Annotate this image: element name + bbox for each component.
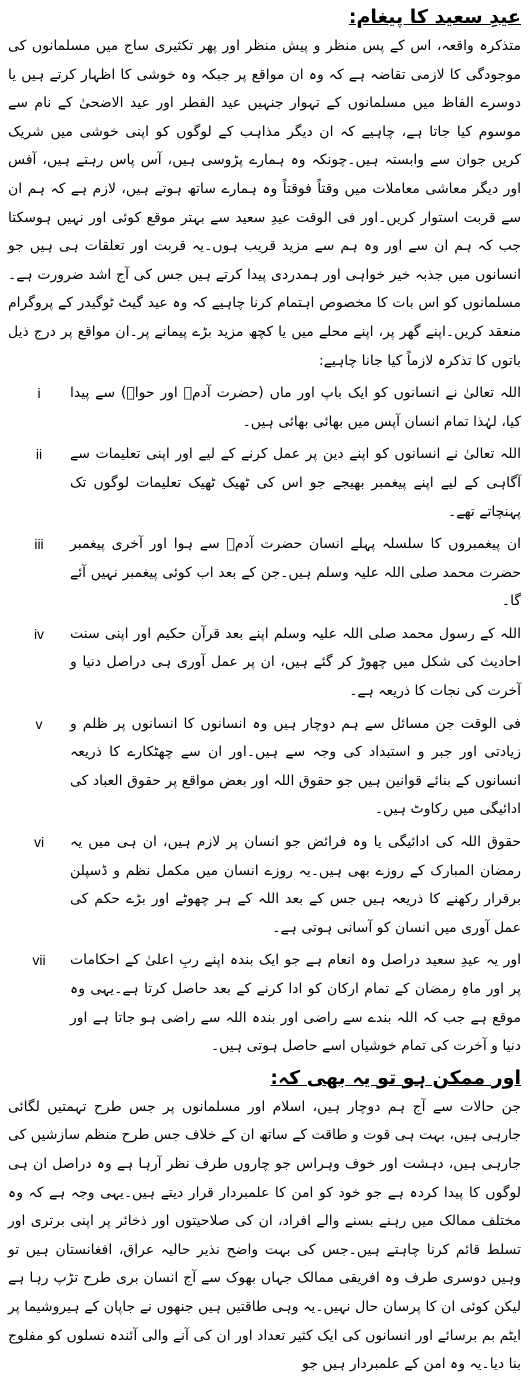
list-item-vi — [8, 828, 521, 942]
list-item-text: اللہ تعالیٰ نے انسانوں کو اپنے دین پر عمل کرنے کے لیے اور اپنی تعلیمات سے آگاہی کے لیے اپنے پیغمبر بھیجے جو اس کی ٹھیک ٹھیک تعلیمات لوگوں تک پہنچاتے تھے۔ — [70, 446, 521, 520]
list-item-text: فی الوقت جن مسائل سے ہم دوچار ہیں وہ انسانوں کا انسانوں پر ظلم و زیادتی اور جبر و استبداد کی وجہ سے ہیں۔اور ان سے چھٹکارے کا ذریعہ انسانوں کے بنائے قوانین ہیں جو حقوق اللہ اور بعض مواقع پر حقوق العباد کی ادائیگی میں رکاوٹ ہیں۔ — [70, 715, 521, 818]
list-item-number: i — [37, 385, 41, 402]
list-item-iv — [8, 620, 521, 706]
list-item-ii — [8, 440, 521, 526]
list-item-number: ii — [35, 446, 43, 463]
section-heading-if-possible: اور ممکن ہو تو یہ بھی کہ: — [270, 1066, 521, 1089]
list-item-number: vii — [32, 952, 46, 969]
section-heading-eid-message: عیدِ سعید کا پیغام: — [348, 6, 521, 28]
list-item-number: v — [35, 715, 43, 732]
list-item-text: اللہ کے رسول محمد صلی اللہ علیہ وسلم اپنے بعد قرآن حکیم اور اپنی سنت احادیث کی شکل میں چھوڑ کر گئے ہیں، ان پر عمل آوری ہی دراصل دنیا و آخرت کی نجات کا ذریعہ ہے۔ — [70, 625, 521, 700]
list-item-number: vi — [33, 834, 45, 851]
list-item-i — [8, 379, 521, 436]
list-item-text: حقوق اللہ کی ادائیگی یا وہ فرائض جو انسان پر لازم ہیں، ان ہی میں یہ رمضان المبارک کے روزے بھی ہیں۔یہ روزے انسان میں مکمل نظم و ڈسپلن برقرار رکھنے کا ذریعہ ہیں جس کے بعد اللہ کے ہر چھوٹے اور بڑے حکم کی عمل آوری میں انسان کو آسانی ہوتی ہے۔ — [70, 834, 521, 936]
list-item-number: iii — [34, 536, 44, 553]
list-item-number: iv — [33, 625, 45, 642]
list-item-vii — [8, 946, 521, 1060]
closing-paragraph: جن حالات سے آج ہم دوچار ہیں، اسلام اور مسلمانوں پر جس طرح تہمتیں لگائی جارہی ہیں، بہت ہی قوت و طاقت کے ساتھ ان کے خلاف جس طرح منظم سازشیں کی جارہی ہیں، دہشت اور خوف وہراس جو چاروں طرف نظر آرہا ہے وہ دراصل ان ہی لوگوں کا پیدا کردہ ہے جو خود کو امن کا علمبردار قرار دیتے ہیں۔یہی وجہ ہے کہ وہ مختلف ممالک میں رہنے بسنے والے افراد، ان کی صلاحیتوں اور ذخائر پر اپنی برتری اور تسلط قائم کرنا چاہتے ہیں۔جس کی بہت واضح نذیر حالیہ عراق، افغانستان ہیں تو وہیں دوسری طرف وہ افریقی ممالک جہاں بھوک سے آج انسان بری طرح تڑپ رہا ہے لیکن کوئی ان کا پرسان حال نہیں۔یہ وہی طاقتیں ہیں جنھوں نے جاپان کے ہیروشیما پر ایٹم بم برسائے اور انسانوں کی ایک کثیر تعداد اور ان کی آنے والی آئندہ نسلوں کو مفلوج بنا دیا۔یہ وہ امن کے علمبردار ہیں جو — [8, 1098, 521, 1373]
list-item-text: اور یہ عیدِ سعید دراصل وہ انعام ہے جو ایک بندہ اپنے ربِ اعلیٰ کے احکامات پر اور ماہِ رمضان کے تمام ارکان کو ادا کرنے کے بعد حاصل کرتا ہے۔یہی وہ موقع ہے جب کہ اللہ بندے سے راضی اور بندہ اللہ سے راضی ہو جاتا ہے اور دنیا و آخرت کی تمام خوشیاں اسے حاصل ہوتی ہیں۔ — [70, 952, 521, 1055]
list-item-text: اللہ تعالیٰ نے انسانوں کو ایک باپ اور ماں (حضرت آدمؑ اور حواؑ) سے پیدا کیا، لہٰذا تمام انسان آپس میں بھائی بھائی ہیں۔ — [70, 385, 521, 430]
list-item-iii — [8, 530, 521, 616]
list-item-text: ان پیغمبروں کا سلسلہ پہلے انسان حضرت آدمؑ سے ہوا اور آخری پیغمبر حضرت محمد صلی اللہ علیہ وسلم ہیں۔جن کے بعد اب کوئی پیغمبر نہیں آئے گا۔ — [70, 536, 521, 610]
list-item-v — [8, 710, 521, 824]
intro-paragraph: متذکرہ واقعہ، اس کے پس منظر و پیش منظر اور پھر تکثیری ساج میں مسلمانوں کی موجودگی کا لازمی تقاضہ ہے کہ وہ ان مواقع پر جبکہ وہ خوشی کا اظہار کرتے ہیں یا دوسرے الفاظ میں مسلمانوں کے تہوار جنہیں عید الفطر اور عید الاضحیٰ کے نام سے موسوم کیا جاتا ہے، چاہیے کہ ان دیگر مذاہب کے لوگوں کو اپنی خوشی میں شریک کریں جوان سے وابستہ ہیں۔چونکہ وہ ہمارے پڑوسی ہیں، آس پاس رہتے ہیں، آفس اور دیگر معاشی معاملات میں وقتاً فوقتاً وہ ہمارے ساتھ ہوتے ہیں، لازم ہے کہ ہم ان سے قربت استوار کریں۔اور فی الوقت عیدِ سعید سے بہتر موقع کوئی اور نہیں ہوسکتا جب کہ ہم ان سے اور وہ ہم سے مزید قریب ہوں۔یہ قربت اور تعلقات ہی ہیں جو انسانوں میں جذبہ خیر خواہی اور ہمدردی پیدا کرتے ہیں جس کی آج اشد ضرورت ہے۔مسلمانوں کو اس بات کا مخصوص اہتمام کرنا چاہیے کہ وہ عید گیٹ ٹوگیدر کے پروگرام منعقد کریں۔اپنے گھر پر، اپنے محلے میں یا کچھ مزید بڑے پیمانے پر۔ان مواقع پر درج ذیل باتوں کا تذکرہ لازماً کیا جانا چاہیے: — [8, 38, 521, 369]
